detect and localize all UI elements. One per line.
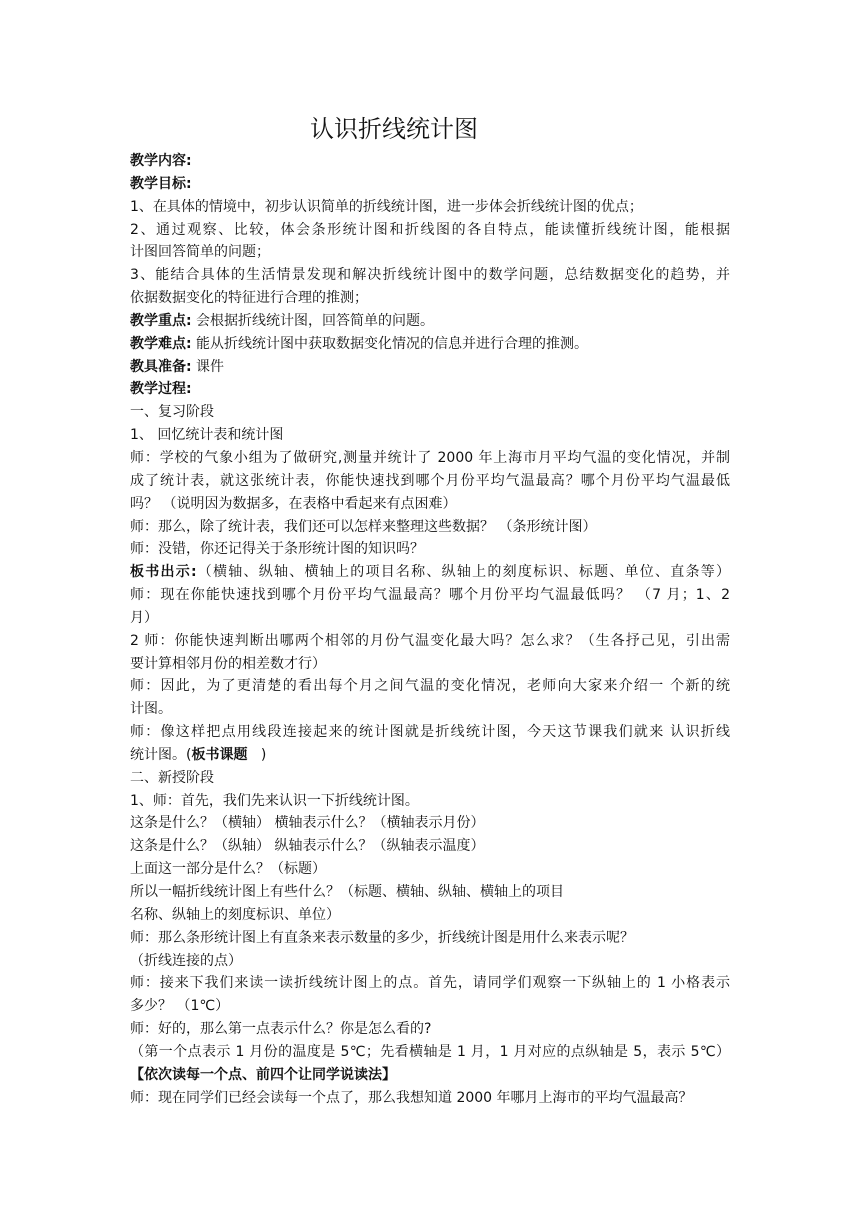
text-line [130,698,730,721]
line-text: 课件 [191,358,225,375]
document-page [130,108,730,1109]
text-line [130,721,730,744]
line-text: 1、在具体的情境中，初步认识简单的折线统计图，进一步体会折线统计图的优点； [130,198,643,215]
line-text: 上面这一部分是什么？（标题） [130,861,326,878]
text-line [130,972,730,995]
line-text: 这条是什么？（纵轴） 纵轴表示什么？（纵轴表示温度） [130,838,485,855]
text-line [130,675,730,698]
line-text: 1、师：首先，我们先来认识一下折线统计图。 [130,792,419,809]
text-line [130,264,730,287]
text-line [130,927,730,950]
line-text: 要计算相邻月份的相差数才行） [130,655,326,672]
text-line [130,493,730,516]
text-line [130,1041,730,1064]
line-text: 二、新授阶段 [130,769,214,786]
text-line [130,950,730,973]
section-label: 教学过程: [130,381,192,398]
text-line [130,812,730,835]
line-text: 师：那么，除了统计表，我们还可以怎样来整理这些数据？ （条形统计图） [130,518,597,535]
text-line [130,1087,730,1110]
line-text: 1、 回忆统计表和统计图 [130,427,284,444]
section-label: 教学内容: [130,153,192,169]
line-text: 多少？ （1℃） [130,998,230,1015]
text-line [130,447,730,470]
text-line [130,424,730,447]
text-line [130,150,730,173]
text-line [130,538,730,561]
text-line [130,744,730,767]
text-line [130,333,730,356]
line-text: 师：现在同学们已经会读每一个点了，那么我想知道 2000 年哪月上海市的平均气温最高？ [130,1089,693,1106]
text-line [130,1018,730,1041]
text-line [130,356,730,379]
line-text: 成了统计表，就这张统计表，你能快速找到哪个月份平均气温最高？哪个月份平均气温最低 [130,472,730,489]
text-line [130,881,730,904]
line-text-tail: ) [247,746,267,763]
line-text: （横轴、纵轴、横轴上的项目名称、纵轴上的刻度标识、标题、单位、直条等） [196,564,730,581]
line-text: 2 师：你能快速判断出哪两个相邻的月份气温变化最大吗？怎么求？（生各抒己见，引出需 [130,632,730,649]
line-text: 依据数据变化的特征进行合理的推测； [130,290,368,307]
section-label: 教具准备: [130,358,192,375]
line-text: 师：像这样把点用线段连接起来的统计图就是折线统计图，今天这节课我们就来 认识折线 [130,724,730,741]
line-text: 所以一幅折线统计图上有些什么？（标题、横轴、纵轴、横轴上的项目 [130,884,564,900]
line-text: 师：因此，为了更清楚的看出每个月之间气温的变化情况，老师向大家来介绍一 个新的统 [130,678,730,695]
line-text: 会根据折线统计图，回答简单的问题。 [191,312,435,329]
section-label: 教学目标: [130,175,192,192]
text-line [130,835,730,858]
text-line [130,995,730,1018]
line-text: 吗？ （说明因为数据多，在表格中看起来有点困难） [130,495,457,512]
text-line [130,790,730,813]
text-line [130,516,730,539]
text-line [130,767,730,790]
line-text: 师：接来下我们来读一读折线统计图上的点。首先，请同学们观察一下纵轴上的 1 小格表示 [130,975,730,992]
line-text: 能从折线统计图中获取数据变化情况的信息并进行合理的推测。 [191,335,589,352]
text-line [130,607,730,630]
section-label: 板书出示: [130,564,197,581]
text-line [130,241,730,264]
section-label: 教学难点: [130,335,192,352]
text-line [130,378,730,401]
text-line [130,196,730,219]
line-text: （折线连接的点） [130,952,242,969]
line-text: 计图。 [130,701,172,718]
line-text: 名称、纵轴上的刻度标识、单位） [130,906,340,923]
text-line [130,1064,730,1087]
line-text: 【依次读每一个点、前四个让同学说读法】 [130,1066,396,1083]
line-text: 这条是什么？（横轴） 横轴表示什么？（横轴表示月份） [130,815,485,832]
text-line [130,653,730,676]
text-line [130,630,730,653]
text-line [130,561,730,584]
text-line [130,470,730,493]
text-line [130,401,730,424]
text-line [130,310,730,333]
line-text: 3、能结合具体的生活情景发现和解决折线统计图中的数学问题，总结数据变化的趋势，并 [130,267,730,284]
line-text: 师：没错，你还记得关于条形统计图的知识吗？ [130,541,424,558]
text-line [130,858,730,881]
line-text: 师：那么条形统计图上有直条来表示数量的多少，折线统计图是用什么来表示呢？ [130,929,634,946]
line-text: （第一个点表示 1 月份的温度是 5℃；先看横轴是 1 月，1 月对应的点纵轴是 5，表示 5℃） [130,1043,730,1060]
document-title: 认识折线统计图 [310,115,478,143]
line-text: 计图回答简单的问题； [130,244,270,261]
section-label: 教学重点: [130,312,192,329]
bold-note: 板书课题 [191,746,248,763]
line-text: 师：好的，那么第一点表示什么？你是怎么看的? [130,1021,432,1038]
text-line [130,287,730,310]
line-text: 2、通过观察、比较，体会条形统计图和折线图的各自特点，能读懂折线统计图，能根据 [130,221,730,238]
line-text: 一、复习阶段 [130,404,214,421]
line-text: 统计图。( [130,746,192,763]
line-text: 月） [130,609,158,626]
text-line [130,173,730,196]
document-body [130,150,730,1109]
text-line [130,219,730,242]
line-text: 师：现在你能快速找到哪个月份平均气温最高？哪个月份平均气温最低吗？ （7 月；1、2 [130,587,730,604]
text-line [130,584,730,607]
line-text: 师：学校的气象小组为了做研究,测量并统计了 2000 年上海市月平均气温的变化情况，并制 [130,449,730,466]
text-line [130,904,730,927]
